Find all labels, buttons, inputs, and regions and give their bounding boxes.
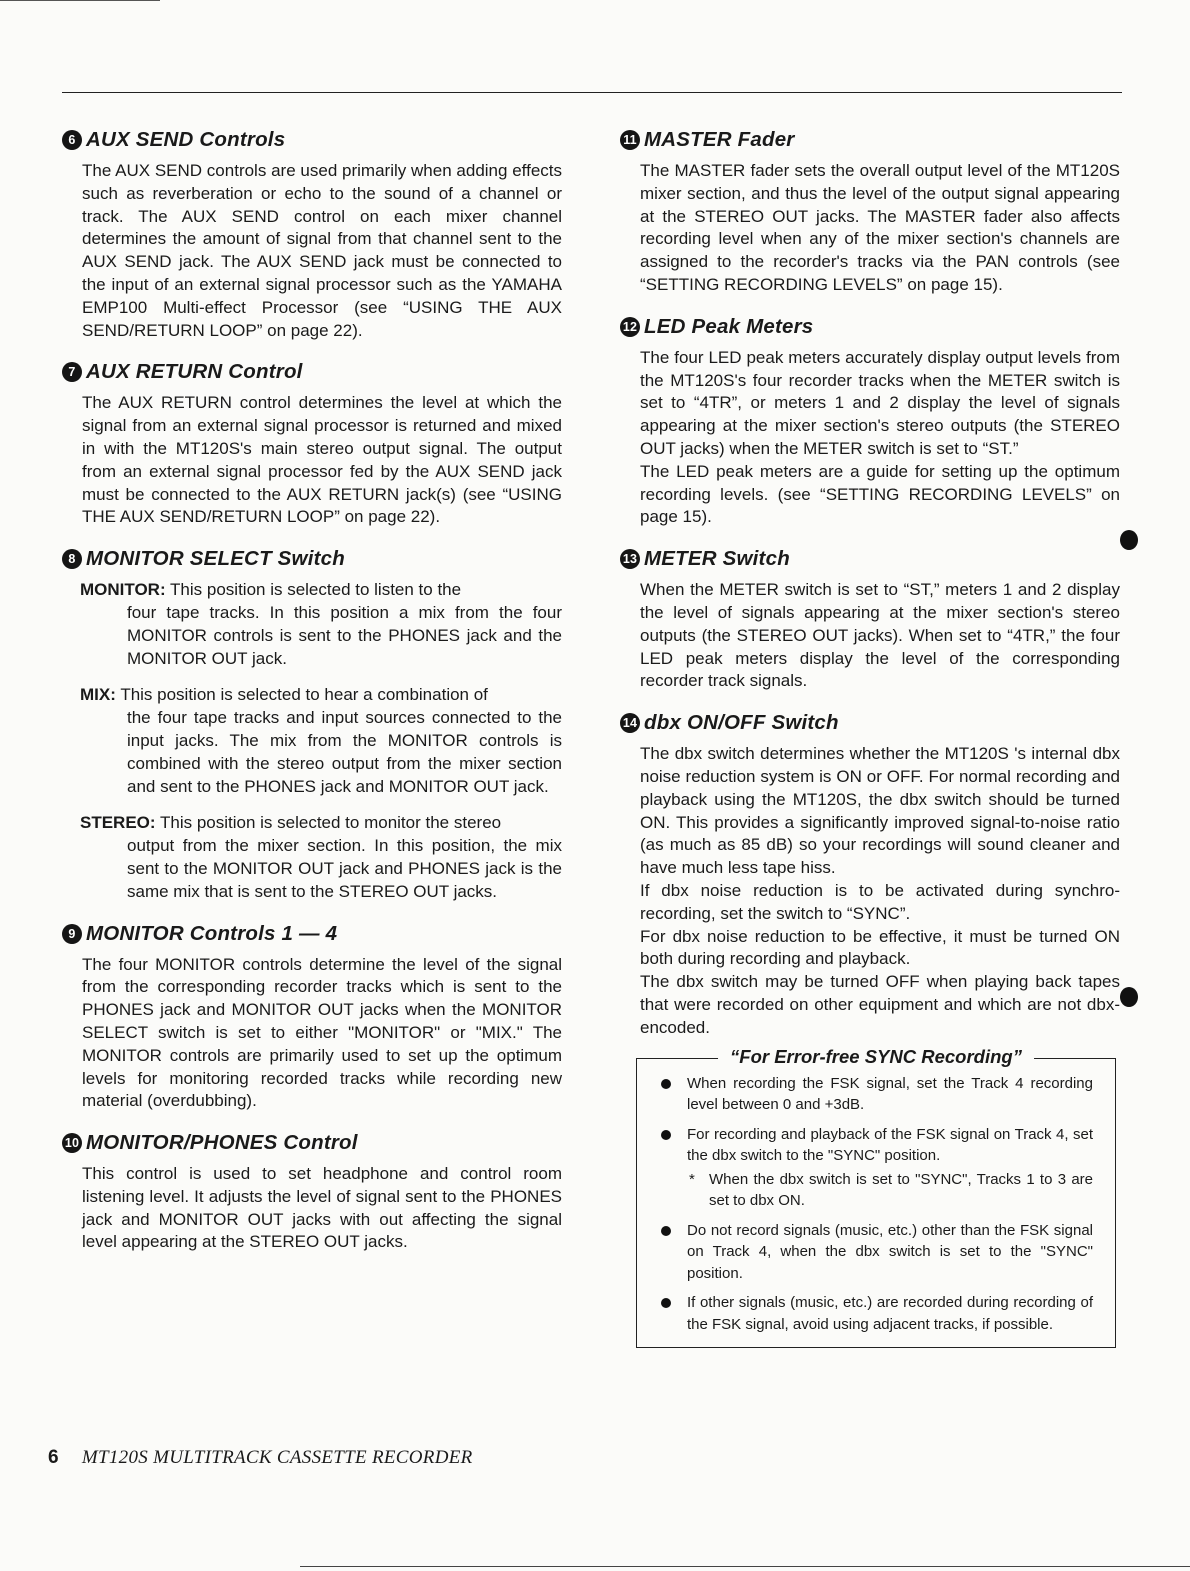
section-master-fader — [620, 128, 1120, 297]
paragraph: The dbx switch may be turned OFF when playing back tapes that were recorded on other equipment and which are not dbx-encoded. — [640, 972, 1120, 1037]
section-number-badge: 12 — [620, 317, 640, 337]
note-item: When recording the FSK signal, set the Track 4 recording level between 0 and +3dB. — [657, 1073, 1093, 1116]
section-monitor-select — [62, 547, 562, 903]
section-number-badge: 8 — [62, 549, 82, 569]
paragraph: The four LED peak meters accurately display output levels from the MT120S's four recorder tracks when the METER switch is set to “4TR”, or meters 1 and 2 display the level of signals appearing at the mixer section's stereo outputs (the STEREO OUT jacks) when the METER switch is set to “ST.” — [640, 347, 1120, 458]
right-column — [620, 128, 1120, 1348]
section-number-badge: 9 — [62, 924, 82, 944]
section-number-badge: 10 — [62, 1133, 82, 1153]
section-heading: 6 AUX SEND Controls — [62, 128, 562, 152]
definition-term: MIX: — [80, 685, 116, 705]
bullet-icon — [661, 1226, 671, 1236]
header-rule — [62, 92, 1122, 93]
paragraph: The MASTER fader sets the overall output level of the MT120S mixer section, and thus the level of the output signal appearing at the STEREO OUT jacks. The MASTER fader also affects recording level when any of the mixer section's channels are assigned to the recorder's tracks via the PAN controls (see “SETTING RECORDING LEVELS” on page 15). — [640, 161, 1120, 294]
binder-hole-icon — [1118, 528, 1140, 552]
footer-rule — [300, 1566, 1190, 1567]
definition-term: STEREO: — [80, 813, 156, 833]
definition-monitor: MONITOR: This position is selected to listen to the four tape tracks. In this position a mix from the four MONITOR controls is sent to the PHONES jack and the MONITOR OUT jack. — [62, 579, 562, 670]
left-column — [62, 128, 562, 1272]
definition-text: the four tape tracks and input sources connected to the input jacks. The mix from the MONITOR controls is combined with the stereo output from the mixer section and sent to the PHONES jack and MONITOR OUT jack. — [127, 708, 562, 796]
section-monitor-phones — [62, 1131, 562, 1254]
notebox-title: “For Error-free SYNC Recording” — [718, 1046, 1034, 1068]
binder-hole-icon — [1118, 985, 1140, 1009]
bullet-icon — [661, 1079, 671, 1089]
definition-text: output from the mixer section. In this position, the mix sent to the MONITOR OUT jack and PHONES jack is the same mix that is sent to the STEREO OUT jacks. — [127, 836, 562, 901]
section-number-badge: 11 — [620, 130, 640, 150]
section-heading: 12 LED Peak Meters — [620, 315, 1120, 339]
section-heading: 8 MONITOR SELECT Switch — [62, 547, 562, 571]
page-number: 6 — [48, 1447, 59, 1468]
section-number-badge: 13 — [620, 549, 640, 569]
section-aux-return — [62, 360, 562, 529]
section-heading: 7 AUX RETURN Control — [62, 360, 562, 384]
section-monitor-controls — [62, 922, 562, 1114]
bullet-icon — [661, 1298, 671, 1308]
paragraph: When the METER switch is set to “ST,” meters 1 and 2 display the level of signals appearing at the mixer section's stereo outputs (the STEREO OUT jacks). When set to “4TR,” the four LED peak meters display the level of the corresponding recorder track signals. — [640, 580, 1120, 691]
sub-note: * When the dbx switch is set to "SYNC", Tracks 1 to 3 are set to dbx ON. — [689, 1170, 1093, 1209]
section-heading: 11 MASTER Fader — [620, 128, 1120, 152]
paragraph: The dbx switch determines whether the MT120S 's internal dbx noise reduction system is ON or OFF. For normal recording and playback using the MT120S, the dbx switch should be turned ON. This provides a significantly improved signal-to-noise ratio (as much as 85 dB) so your recordings will sound cleaner and have much less tape hiss. — [640, 744, 1120, 878]
footer-title: MT120S MULTITRACK CASSETTE RECORDER — [81, 1447, 473, 1468]
paragraph: If dbx noise reduction is to be activated during synchro-recording, set the switch to “SYNC”. — [640, 880, 1120, 923]
bullet-icon — [661, 1130, 671, 1140]
sync-recording-notebox — [636, 1045, 1116, 1349]
section-number-badge: 7 — [62, 362, 82, 382]
definition-text: four tape tracks. In this position a mix from the four MONITOR controls is sent to the PHONES jack and the MONITOR OUT jack. — [127, 602, 562, 668]
section-dbx-switch — [620, 711, 1120, 1039]
section-heading: 14 dbx ON/OFF Switch — [620, 711, 1120, 735]
definition-term: MONITOR: — [80, 580, 166, 600]
section-led-peak-meters — [620, 315, 1120, 529]
page-footer — [48, 1447, 473, 1469]
section-number-badge: 14 — [620, 713, 640, 733]
section-aux-send — [62, 128, 562, 342]
definition-mix: MIX: This position is selected to hear a combination of the four tape tracks and input sources connected to the input jacks. The mix from the MONITOR controls is combined with the stereo output from the mixer section and sent to the PHONES jack and MONITOR OUT jack. — [62, 684, 562, 798]
definition-stereo: STEREO: This position is selected to monitor the stereo output from the mixer section. In this position, the mix sent to the MONITOR OUT jack and PHONES jack is the same mix that is sent to the STEREO OUT jacks. — [62, 812, 562, 903]
note-item: If other signals (music, etc.) are recorded during recording of the FSK signal, avoid using adjacent tracks, if possible. — [657, 1292, 1093, 1335]
corner-rule — [0, 0, 160, 1]
note-item: Do not record signals (music, etc.) other than the FSK signal on Track 4, when the dbx switch is set to the "SYNC" position. — [657, 1220, 1093, 1285]
note-item: For recording and playback of the FSK signal on Track 4, set the dbx switch to the "SYNC" position. * When the dbx switch is set to "SYNC", Tracks 1 to 3 are set to dbx ON. — [657, 1124, 1093, 1212]
paragraph: The AUX SEND controls are used primarily when adding effects such as reverberation or echo to the sound of a channel or track. The AUX SEND control on each mixer channel determines the amount of signal from that channel sent to the AUX SEND jack. The AUX SEND jack must be connected to the input of an external signal processor such as the YAMAHA EMP100 Multi-effect Processor (see “USING THE AUX SEND/RETURN LOOP” on page 22). — [82, 161, 562, 340]
paragraph: For dbx noise reduction to be effective, it must be turned ON both during recording and playback. — [640, 926, 1120, 969]
paragraph: The LED peak meters are a guide for setting up the optimum recording levels. (see “SETTING RECORDING LEVELS” on page 15). — [640, 461, 1120, 527]
section-meter-switch — [620, 547, 1120, 693]
paragraph: The AUX RETURN control determines the level at which the signal from an external signal processor is returned and mixed in with the MT120S's main stereo output signal. The output from an external signal processor fed by the AUX SEND jack must be connected to the AUX RETURN jack(s) (see “USING THE AUX SEND/RETURN LOOP” on page 22). — [82, 393, 562, 527]
section-heading: 10 MONITOR/PHONES Control — [62, 1131, 562, 1155]
asterisk-icon: * — [689, 1170, 695, 1188]
section-heading: 9 MONITOR Controls 1 — 4 — [62, 922, 562, 946]
section-number-badge: 6 — [62, 130, 82, 150]
paragraph: The four MONITOR controls determine the level of the signal from the corresponding recorder tracks which is sent to the PHONES jack and MONITOR OUT jacks when the MONITOR SELECT switch is set to either "MONITOR" or "MIX." The MONITOR controls are primarily used to set up the optimum levels for monitoring recorded tracks while recording new material (overdubbing). — [82, 954, 562, 1111]
section-heading: 13 METER Switch — [620, 547, 1120, 571]
paragraph: This control is used to set headphone and control room listening level. It adjusts the level of signal sent to the PHONES jack and MONITOR OUT jacks with out affecting the signal level appearing at the STEREO OUT jacks. — [82, 1164, 562, 1252]
